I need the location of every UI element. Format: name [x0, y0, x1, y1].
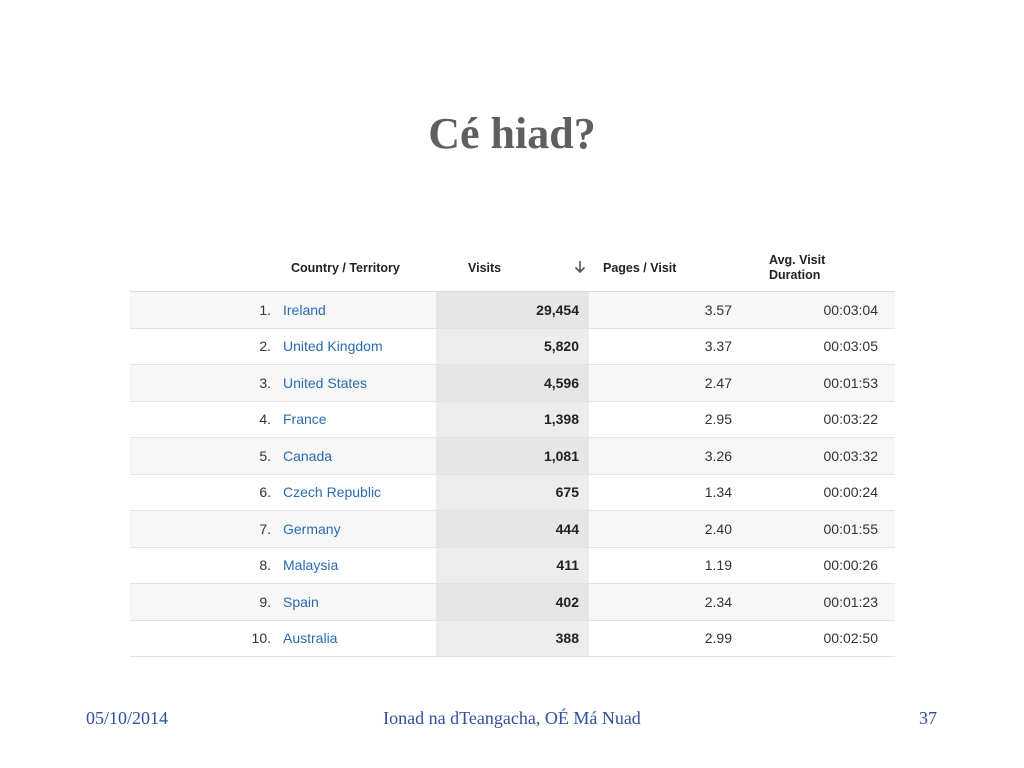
row-avg-duration: 00:03:22 [742, 401, 895, 438]
duration-header-line1: Avg. Visit [769, 253, 826, 267]
table-row [130, 365, 895, 402]
footer-institution: Ionad na dTeangacha, OÉ Má Nuad [383, 708, 641, 728]
country-link[interactable]: Malaysia [283, 557, 339, 574]
row-rank: 10. [130, 620, 283, 657]
row-country-cell [283, 547, 436, 584]
row-visits: 29,454 [436, 292, 589, 329]
row-rank: 6. [130, 474, 283, 511]
country-link[interactable]: Canada [283, 447, 333, 464]
pages-per-visit-header[interactable]: Pages / Visit [589, 245, 742, 292]
row-country-cell [283, 328, 436, 365]
table-body [130, 292, 895, 657]
row-rank: 9. [130, 584, 283, 621]
country-link[interactable]: United States [283, 374, 368, 391]
country-header[interactable]: Country / Territory [283, 245, 436, 292]
avg-visit-duration-header[interactable] [742, 245, 895, 292]
row-rank: 3. [130, 365, 283, 402]
row-pages-per-visit: 2.34 [589, 584, 742, 621]
row-visits: 1,398 [436, 401, 589, 438]
row-avg-duration: 00:01:53 [742, 365, 895, 402]
row-avg-duration: 00:03:04 [742, 292, 895, 329]
row-pages-per-visit: 2.95 [589, 401, 742, 438]
row-country-cell [283, 584, 436, 621]
row-rank: 8. [130, 547, 283, 584]
country-link[interactable]: France [283, 411, 327, 428]
table-row [130, 292, 895, 329]
table-row [130, 328, 895, 365]
footer-page-number: 37 [919, 708, 937, 728]
table-row [130, 584, 895, 621]
row-rank: 1. [130, 292, 283, 329]
row-pages-per-visit: 2.99 [589, 620, 742, 657]
table-row [130, 547, 895, 584]
footer-date: 05/10/2014 [86, 708, 169, 728]
row-avg-duration: 00:00:24 [742, 474, 895, 511]
row-pages-per-visit: 2.47 [589, 365, 742, 402]
slide-title: Cé hiad? [428, 109, 596, 158]
row-visits: 675 [436, 474, 589, 511]
table-row [130, 511, 895, 548]
row-avg-duration: 00:02:50 [742, 620, 895, 657]
row-country-cell [283, 511, 436, 548]
row-country-cell [283, 365, 436, 402]
row-country-cell [283, 401, 436, 438]
rank-header [130, 245, 283, 292]
table-row [130, 620, 895, 657]
row-visits: 1,081 [436, 438, 589, 475]
row-rank: 4. [130, 401, 283, 438]
row-visits: 402 [436, 584, 589, 621]
duration-header-line2: Duration [769, 268, 821, 282]
row-country-cell [283, 438, 436, 475]
country-link[interactable]: Ireland [283, 301, 326, 318]
row-country-cell [283, 292, 436, 329]
row-visits: 388 [436, 620, 589, 657]
row-rank: 2. [130, 328, 283, 365]
row-pages-per-visit: 3.26 [589, 438, 742, 475]
country-link[interactable]: Czech Republic [283, 484, 382, 501]
country-link[interactable]: United Kingdom [283, 338, 383, 355]
row-visits: 5,820 [436, 328, 589, 365]
row-pages-per-visit: 3.57 [589, 292, 742, 329]
row-country-cell [283, 474, 436, 511]
row-pages-per-visit: 3.37 [589, 328, 742, 365]
row-visits: 444 [436, 511, 589, 548]
row-avg-duration: 00:01:55 [742, 511, 895, 548]
row-pages-per-visit: 1.19 [589, 547, 742, 584]
row-rank: 5. [130, 438, 283, 475]
row-avg-duration: 00:00:26 [742, 547, 895, 584]
row-country-cell [283, 620, 436, 657]
table-row [130, 438, 895, 475]
table-header-row [130, 245, 895, 292]
country-link[interactable]: Spain [283, 593, 319, 610]
analytics-table [130, 245, 895, 657]
country-link[interactable]: Australia [283, 630, 338, 647]
table-row [130, 474, 895, 511]
row-avg-duration: 00:03:32 [742, 438, 895, 475]
row-avg-duration: 00:01:23 [742, 584, 895, 621]
row-avg-duration: 00:03:05 [742, 328, 895, 365]
visits-header[interactable] [436, 245, 589, 292]
table-row [130, 401, 895, 438]
row-rank: 7. [130, 511, 283, 548]
country-link[interactable]: Germany [283, 520, 341, 537]
arrow-down-icon[interactable] [573, 260, 587, 274]
visits-header-label: Visits [468, 260, 502, 275]
row-visits: 4,596 [436, 365, 589, 402]
row-pages-per-visit: 2.40 [589, 511, 742, 548]
row-visits: 411 [436, 547, 589, 584]
row-pages-per-visit: 1.34 [589, 474, 742, 511]
